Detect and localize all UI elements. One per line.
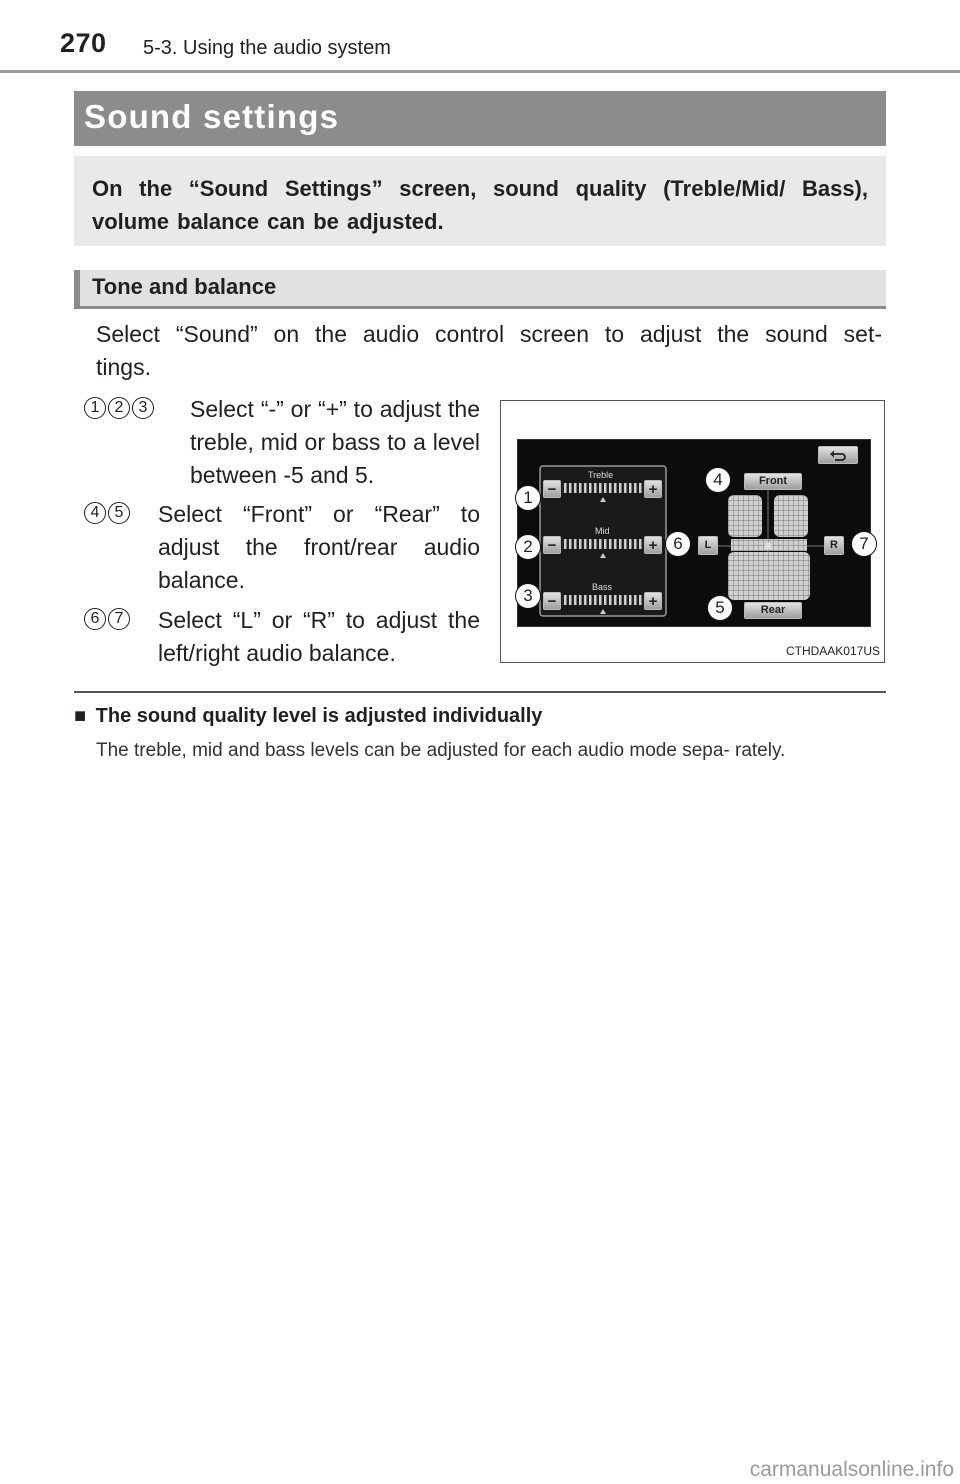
note-heading — [74, 705, 542, 728]
step-text-4-5: Select “Front” or “Rear” to adjust the front/rear audio balance. — [158, 501, 480, 593]
mid-minus-button[interactable]: − — [543, 536, 561, 554]
bass-label: Bass — [592, 582, 613, 592]
note-heading-text: The sound quality level is adjusted individually — [95, 705, 543, 727]
back-button[interactable] — [818, 446, 858, 464]
subsection-bar — [74, 270, 886, 309]
step-numbers-1-3 — [84, 397, 154, 419]
watermark: carmanualsonline.info — [749, 1458, 954, 1481]
step-number-7: 7 — [108, 608, 130, 630]
rear-button[interactable]: Rear — [744, 602, 802, 619]
title-bar — [74, 91, 886, 146]
sound-settings-screen — [517, 439, 871, 627]
step-number-3: 3 — [132, 397, 154, 419]
treble-plus-button[interactable]: + — [644, 480, 662, 498]
left-button[interactable]: L — [698, 536, 718, 555]
step-text-1-3: Select “-” or “+” to adjust the treble, mid or bass to a level between -5 and 5. — [190, 396, 480, 488]
step-numbers-6-7 — [84, 608, 130, 630]
intro-paragraph: Select “Sound” on the audio control screen to adjust the sound set- tings. — [96, 321, 882, 380]
treble-minus-button[interactable]: − — [543, 480, 561, 498]
step-number-1: 1 — [84, 397, 106, 419]
callout-7: 7 — [851, 531, 877, 557]
return-arrow-icon — [829, 449, 847, 461]
note-body: The treble, mid and bass levels can be adjusted for each audio mode sepa- rately. — [96, 740, 786, 761]
bass-plus-button[interactable]: + — [644, 592, 662, 610]
mid-label: Mid — [595, 526, 610, 536]
step-number-6: 6 — [84, 608, 106, 630]
bass-level-bar — [562, 595, 644, 605]
mid-level-bar — [562, 539, 644, 549]
page-number: 270 — [60, 28, 107, 58]
callout-2: 2 — [515, 534, 541, 560]
step-number-5: 5 — [108, 502, 130, 524]
right-button[interactable]: R — [824, 536, 844, 555]
treble-label: Treble — [588, 470, 614, 480]
callout-1: 1 — [515, 485, 541, 511]
front-button[interactable]: Front — [744, 473, 802, 490]
bass-minus-button[interactable]: − — [543, 592, 561, 610]
balance-point — [765, 543, 772, 550]
section-reference: 5-3. Using the audio system — [143, 37, 391, 59]
subsection-title: Tone and balance — [92, 274, 277, 299]
note-bullet: ■ — [74, 705, 87, 727]
callout-6: 6 — [665, 531, 691, 557]
rear-seat — [728, 552, 810, 600]
callout-5: 5 — [707, 595, 733, 621]
notes-divider — [74, 691, 886, 693]
header-divider — [0, 70, 960, 73]
treble-level-bar — [562, 483, 644, 493]
screen-drawing — [518, 440, 870, 626]
front-left-seat — [728, 495, 762, 537]
step-number-2: 2 — [108, 397, 130, 419]
figure-caption: CTHDAAK017US — [785, 644, 880, 658]
mid-plus-button[interactable]: + — [644, 536, 662, 554]
callout-4: 4 — [705, 467, 731, 493]
front-right-seat — [774, 495, 808, 537]
step-number-4: 4 — [84, 502, 106, 524]
intro-text: On the “Sound Settings” screen, sound quality (Treble/Mid/ Bass), volume balance can be adjusted. — [92, 176, 868, 234]
step-text-6-7: Select “L” or “R” to adjust the left/right audio balance. — [158, 607, 480, 666]
sound-settings-figure — [500, 400, 885, 663]
page-title: Sound settings — [84, 98, 340, 135]
intro-box — [74, 156, 886, 246]
step-numbers-4-5 — [84, 502, 130, 524]
callout-3: 3 — [515, 583, 541, 609]
